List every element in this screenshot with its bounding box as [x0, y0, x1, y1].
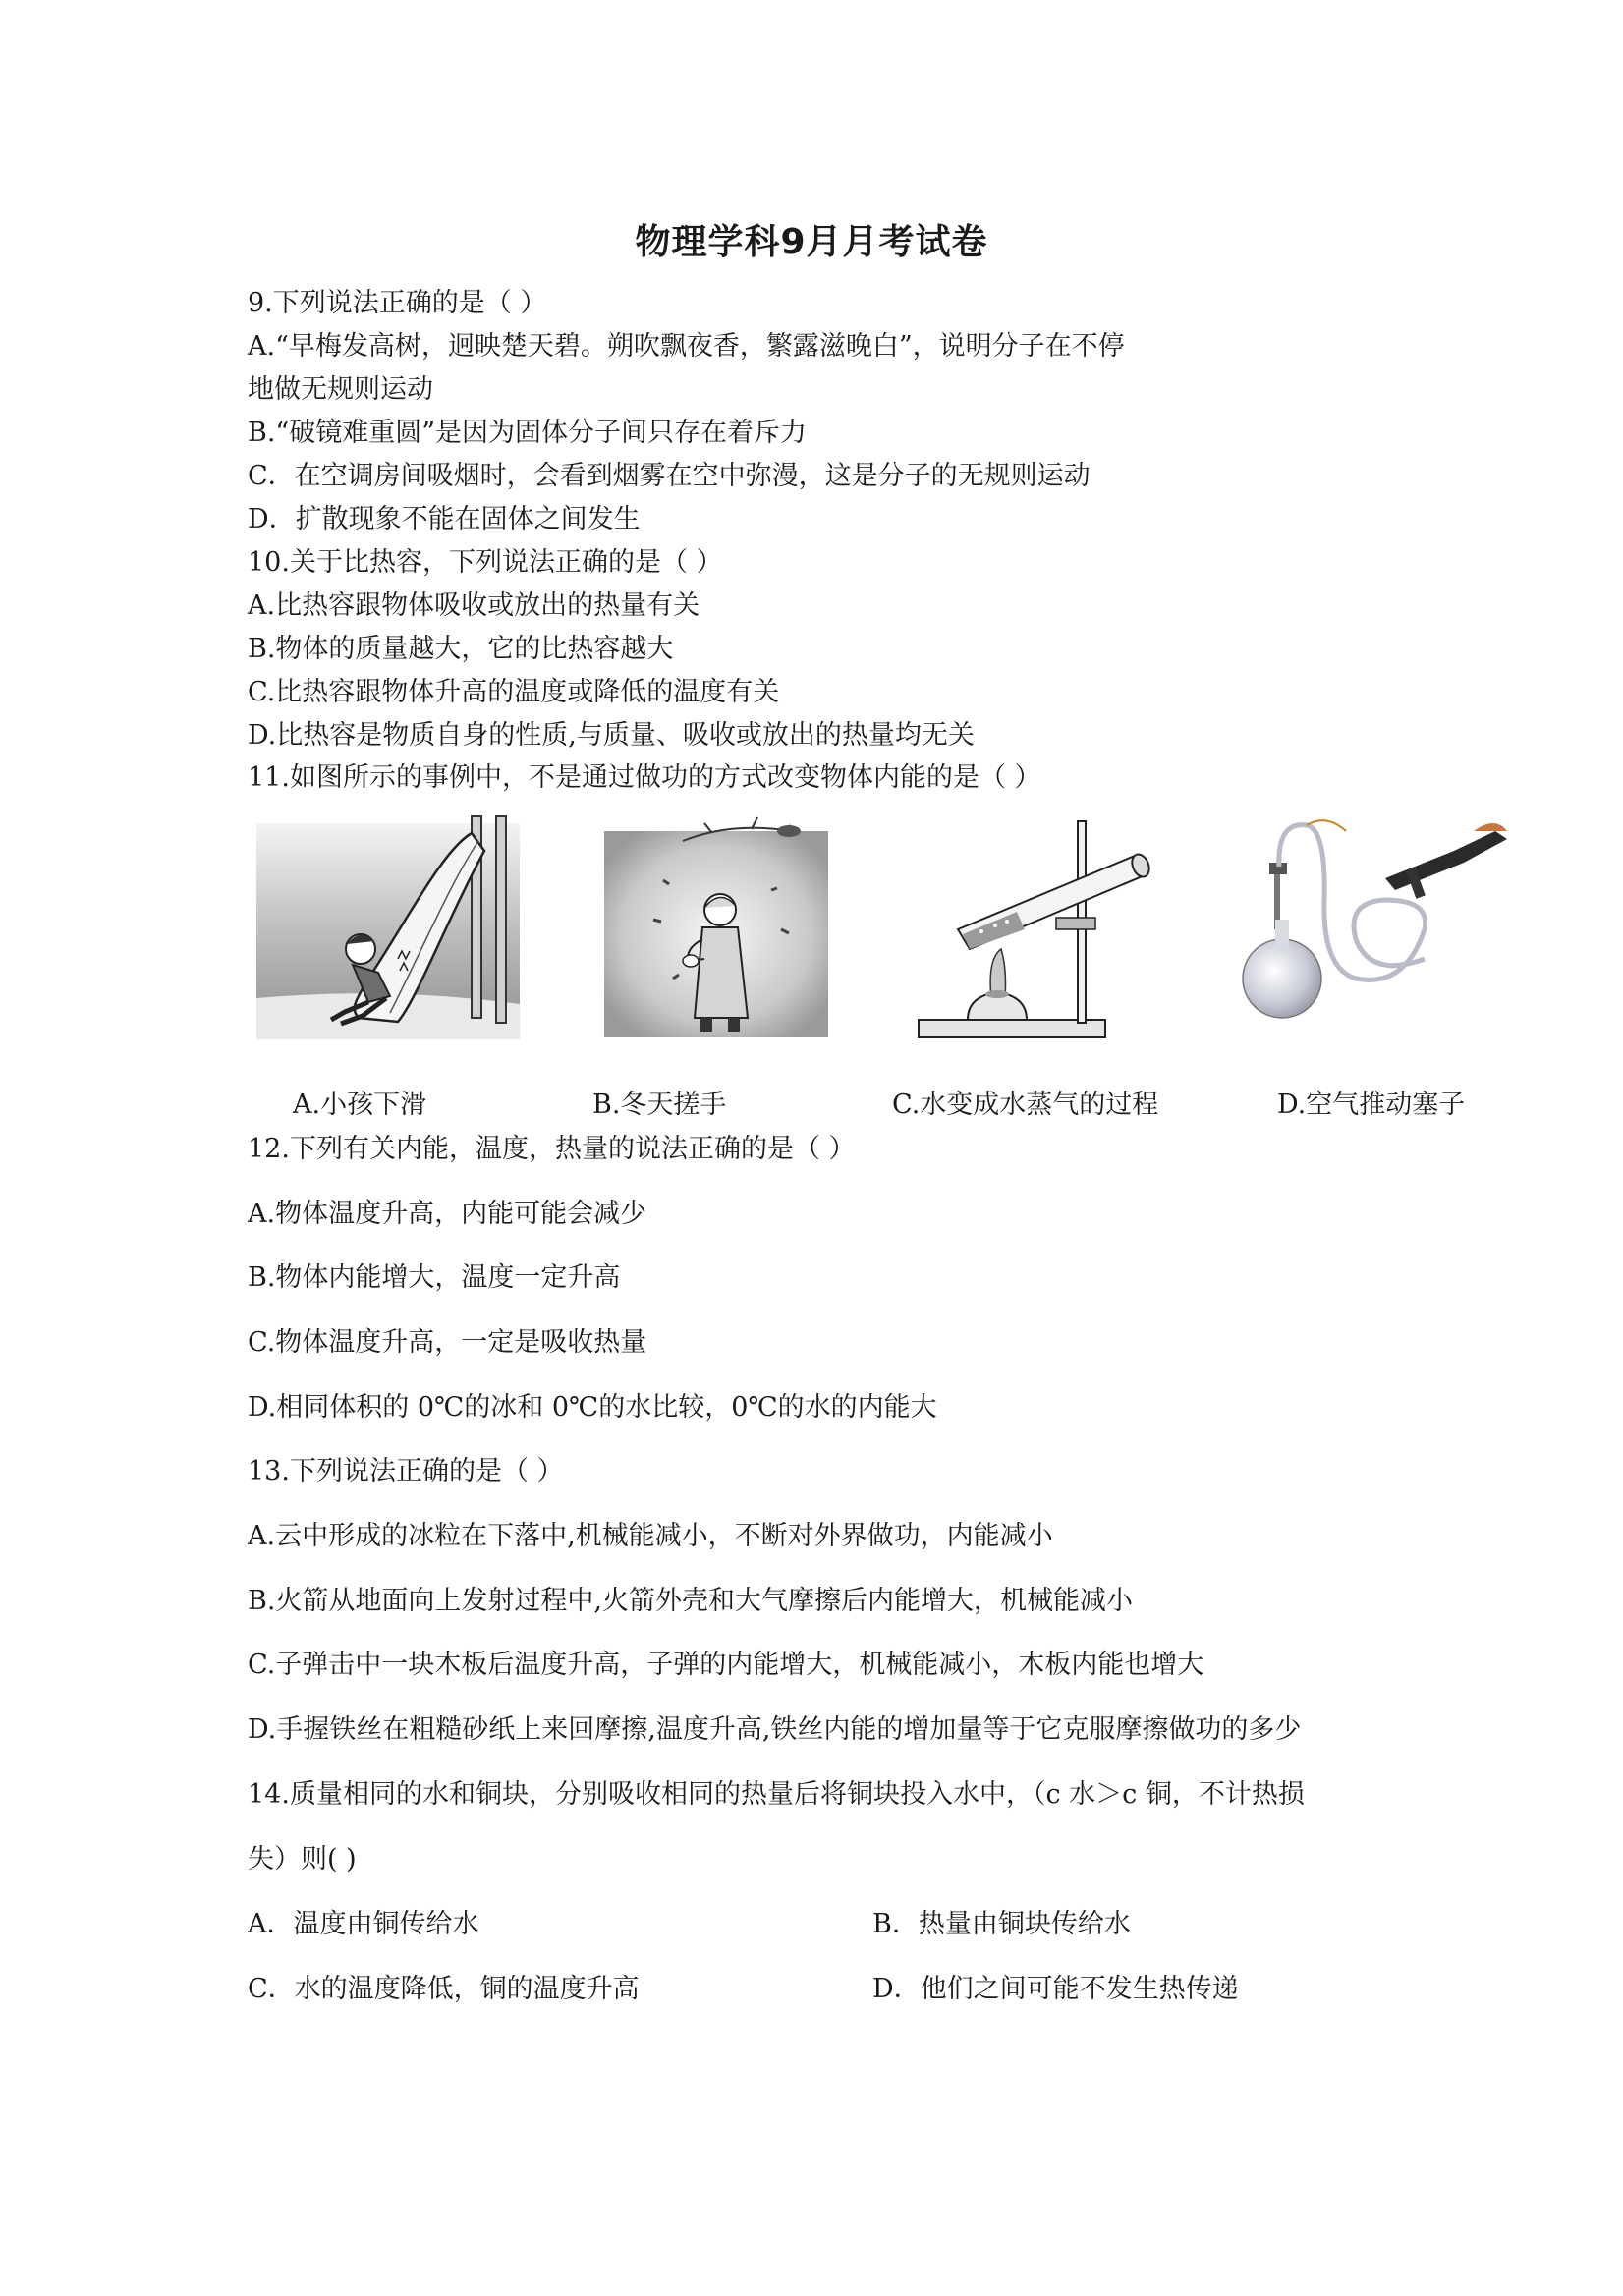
q12-stem: 12.下列有关内能，温度，热量的说法正确的是（ ）: [248, 1134, 856, 1164]
q14-option-c: C．水的温度降低，铜的温度升高: [248, 1974, 640, 2004]
q9-option-b: B.“破镜难重圆”是因为固体分子间只存在着斥力: [248, 418, 808, 448]
q14-option-d: D．他们之间可能不发生热传递: [872, 1974, 1239, 2004]
q11-caption-c: C.水变成水蒸气的过程: [892, 1090, 1159, 1120]
q9-option-c: C．在空调房间吸烟时，会看到烟雾在空中弥漫，这是分子的无规则运动: [248, 461, 1091, 491]
q13-option-a: A.云中形成的冰粒在下落中,机械能减小，不断对外界做功，内能减小: [248, 1521, 1053, 1551]
page-title: 物理学科9月月考试卷: [635, 222, 988, 262]
q13-option-b: B.火箭从地面向上发射过程中,火箭外壳和大气摩擦后内能增大，机械能减小: [248, 1586, 1134, 1616]
q14-stem-cont: 失）则( ): [248, 1844, 357, 1875]
q14-option-a: A．温度由铜传给水: [248, 1909, 479, 1939]
rubbing-hands-figure: [594, 812, 869, 1047]
q10-stem: 10.关于比热容，下列说法正确的是（ ）: [248, 547, 723, 578]
q12-option-c: C.物体温度升高，一定是吸收热量: [248, 1327, 647, 1358]
q10-option-b: B.物体的质量越大，它的比热容越大: [248, 634, 674, 664]
q13-stem: 13.下列说法正确的是（ ）: [248, 1456, 564, 1486]
q12-option-b: B.物体内能增大，温度一定升高: [248, 1262, 621, 1293]
q9-option-d: D．扩散现象不能在固体之间发生: [248, 504, 641, 534]
q14-option-b: B．热量由铜块传给水: [872, 1909, 1131, 1939]
slide-child-figure: [251, 812, 526, 1047]
air-pushes-stopper-figure: [1238, 812, 1513, 1047]
q9-option-a: A.“早梅发高树，迥映楚天碧。朔吹飘夜香，繁露滋晚白”，说明分子在不停: [248, 331, 1125, 362]
heating-test-tube-figure: [909, 812, 1184, 1047]
q10-option-a: A.比热容跟物体吸收或放出的热量有关: [248, 590, 700, 621]
q9-option-a-cont: 地做无规则运动: [248, 374, 433, 405]
q11-caption-b: B.冬天搓手: [592, 1090, 727, 1120]
q13-option-d: D.手握铁丝在粗糙砂纸上来回摩擦,温度升高,铁丝内能的增加量等于它克服摩擦做功的多少: [248, 1714, 1302, 1745]
q10-option-d: D.比热容是物质自身的性质,与质量、吸收或放出的热量均无关: [248, 720, 975, 751]
q14-stem: 14.质量相同的水和铜块，分别吸收相同的热量后将铜块投入水中，（c 水＞c 铜，不计热损: [248, 1779, 1305, 1810]
q9-stem: 9.下列说法正确的是（ ）: [248, 288, 547, 318]
q11-caption-d: D.空气推动塞子: [1277, 1090, 1466, 1120]
q11-stem: 11.如图所示的事例中，不是通过做功的方式改变物体内能的是（ ）: [248, 762, 1041, 793]
q12-option-a: A.物体温度升高，内能可能会减少: [248, 1199, 647, 1229]
q12-option-d: D.相同体积的 0℃的冰和 0℃的水比较，0℃的水的内能大: [248, 1392, 937, 1423]
q10-option-c: C.比热容跟物体升高的温度或降低的温度有关: [248, 677, 780, 707]
q13-option-c: C.子弹击中一块木板后温度升高，子弹的内能增大，机械能减小，木板内能也增大: [248, 1650, 1204, 1680]
q11-caption-a: A.小孩下滑: [293, 1090, 427, 1120]
